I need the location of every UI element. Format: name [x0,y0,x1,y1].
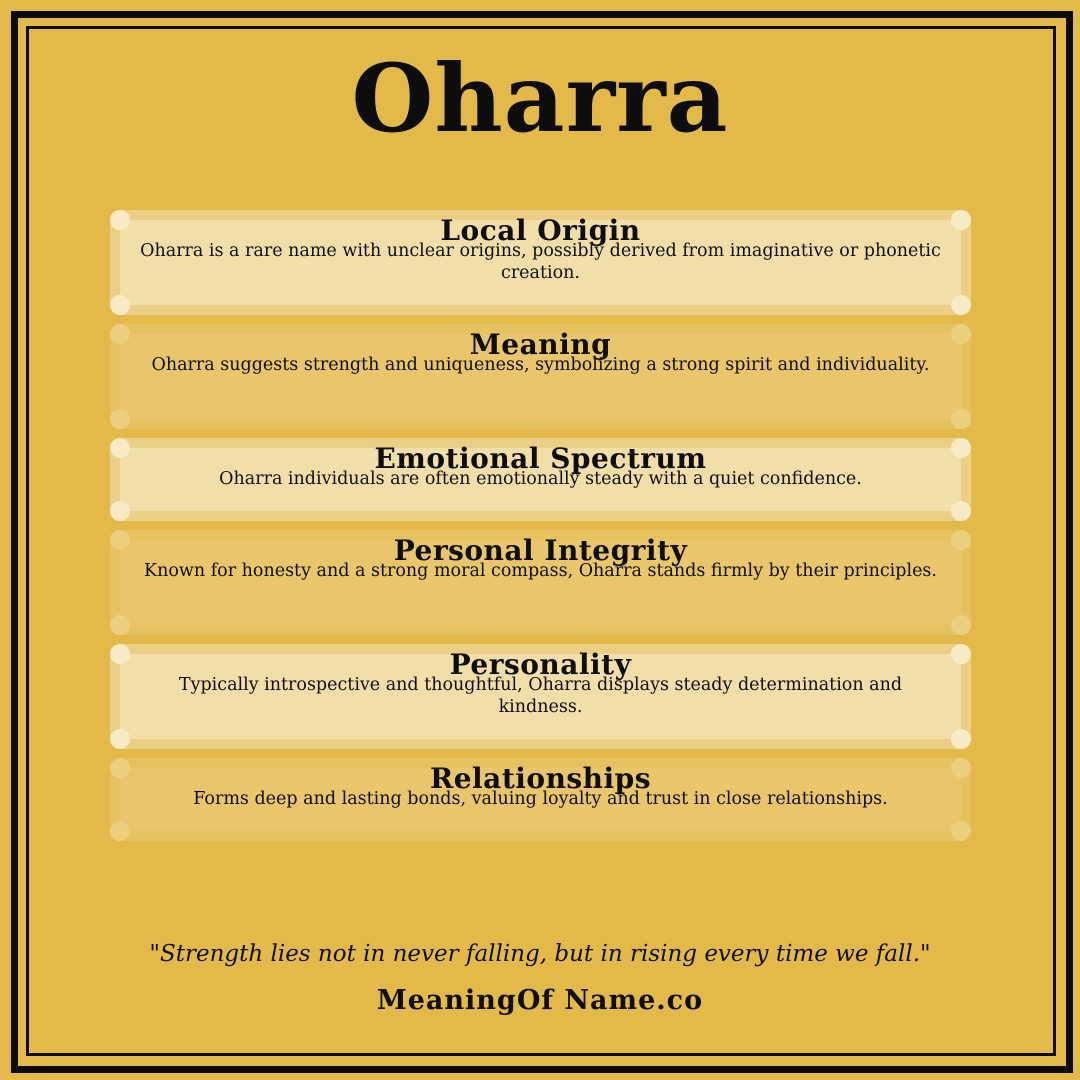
page-title: Oharra [351,44,729,154]
section-text: Oharra is a rare name with unclear origins, possibly derived from imaginative or phonetic creation. [140,241,941,283]
corner-dot-icon [951,501,971,521]
section-text: Oharra suggests strength and uniqueness, symbolizing a strong spirit and individuality. [151,355,930,375]
section-heading: Personal Integrity [393,534,688,567]
corner-dot-icon [110,295,130,315]
section-text: Typically introspective and thoughtful, Oharra displays steady determination and kindness. [178,675,903,717]
section-relationships [110,758,971,841]
section-personal-integrity [110,530,971,635]
corner-dot-icon [110,821,130,841]
section-text: Oharra individuals are often emotionally steady with a quiet confidence. [219,469,862,489]
corner-dot-icon [951,729,971,749]
corner-dot-icon [951,615,971,635]
section-emotional-spectrum [110,438,971,521]
section-heading: Meaning [469,328,612,361]
section-heading: Emotional Spectrum [374,442,707,475]
corner-dot-icon [110,729,130,749]
section-personality [110,644,971,749]
corner-dot-icon [951,409,971,429]
corner-dot-icon [951,821,971,841]
corner-dot-icon [951,295,971,315]
section-heading: Personality [449,648,632,681]
section-heading: Relationships [429,762,652,795]
section-local-origin [110,210,971,315]
corner-dot-icon [110,409,130,429]
corner-dot-icon [110,501,130,521]
section-meaning [110,324,971,429]
corner-dot-icon [110,615,130,635]
section-text: Known for honesty and a strong moral compass, Oharra stands firmly by their principles. [144,561,937,581]
quote: "Strength lies not in never falling, but in rising every time we fall." [149,941,931,967]
section-text: Forms deep and lasting bonds, valuing loyalty and trust in close relationships. [193,789,888,809]
section-heading: Local Origin [440,214,641,247]
site-name: MeaningOf Name.co [376,985,704,1016]
